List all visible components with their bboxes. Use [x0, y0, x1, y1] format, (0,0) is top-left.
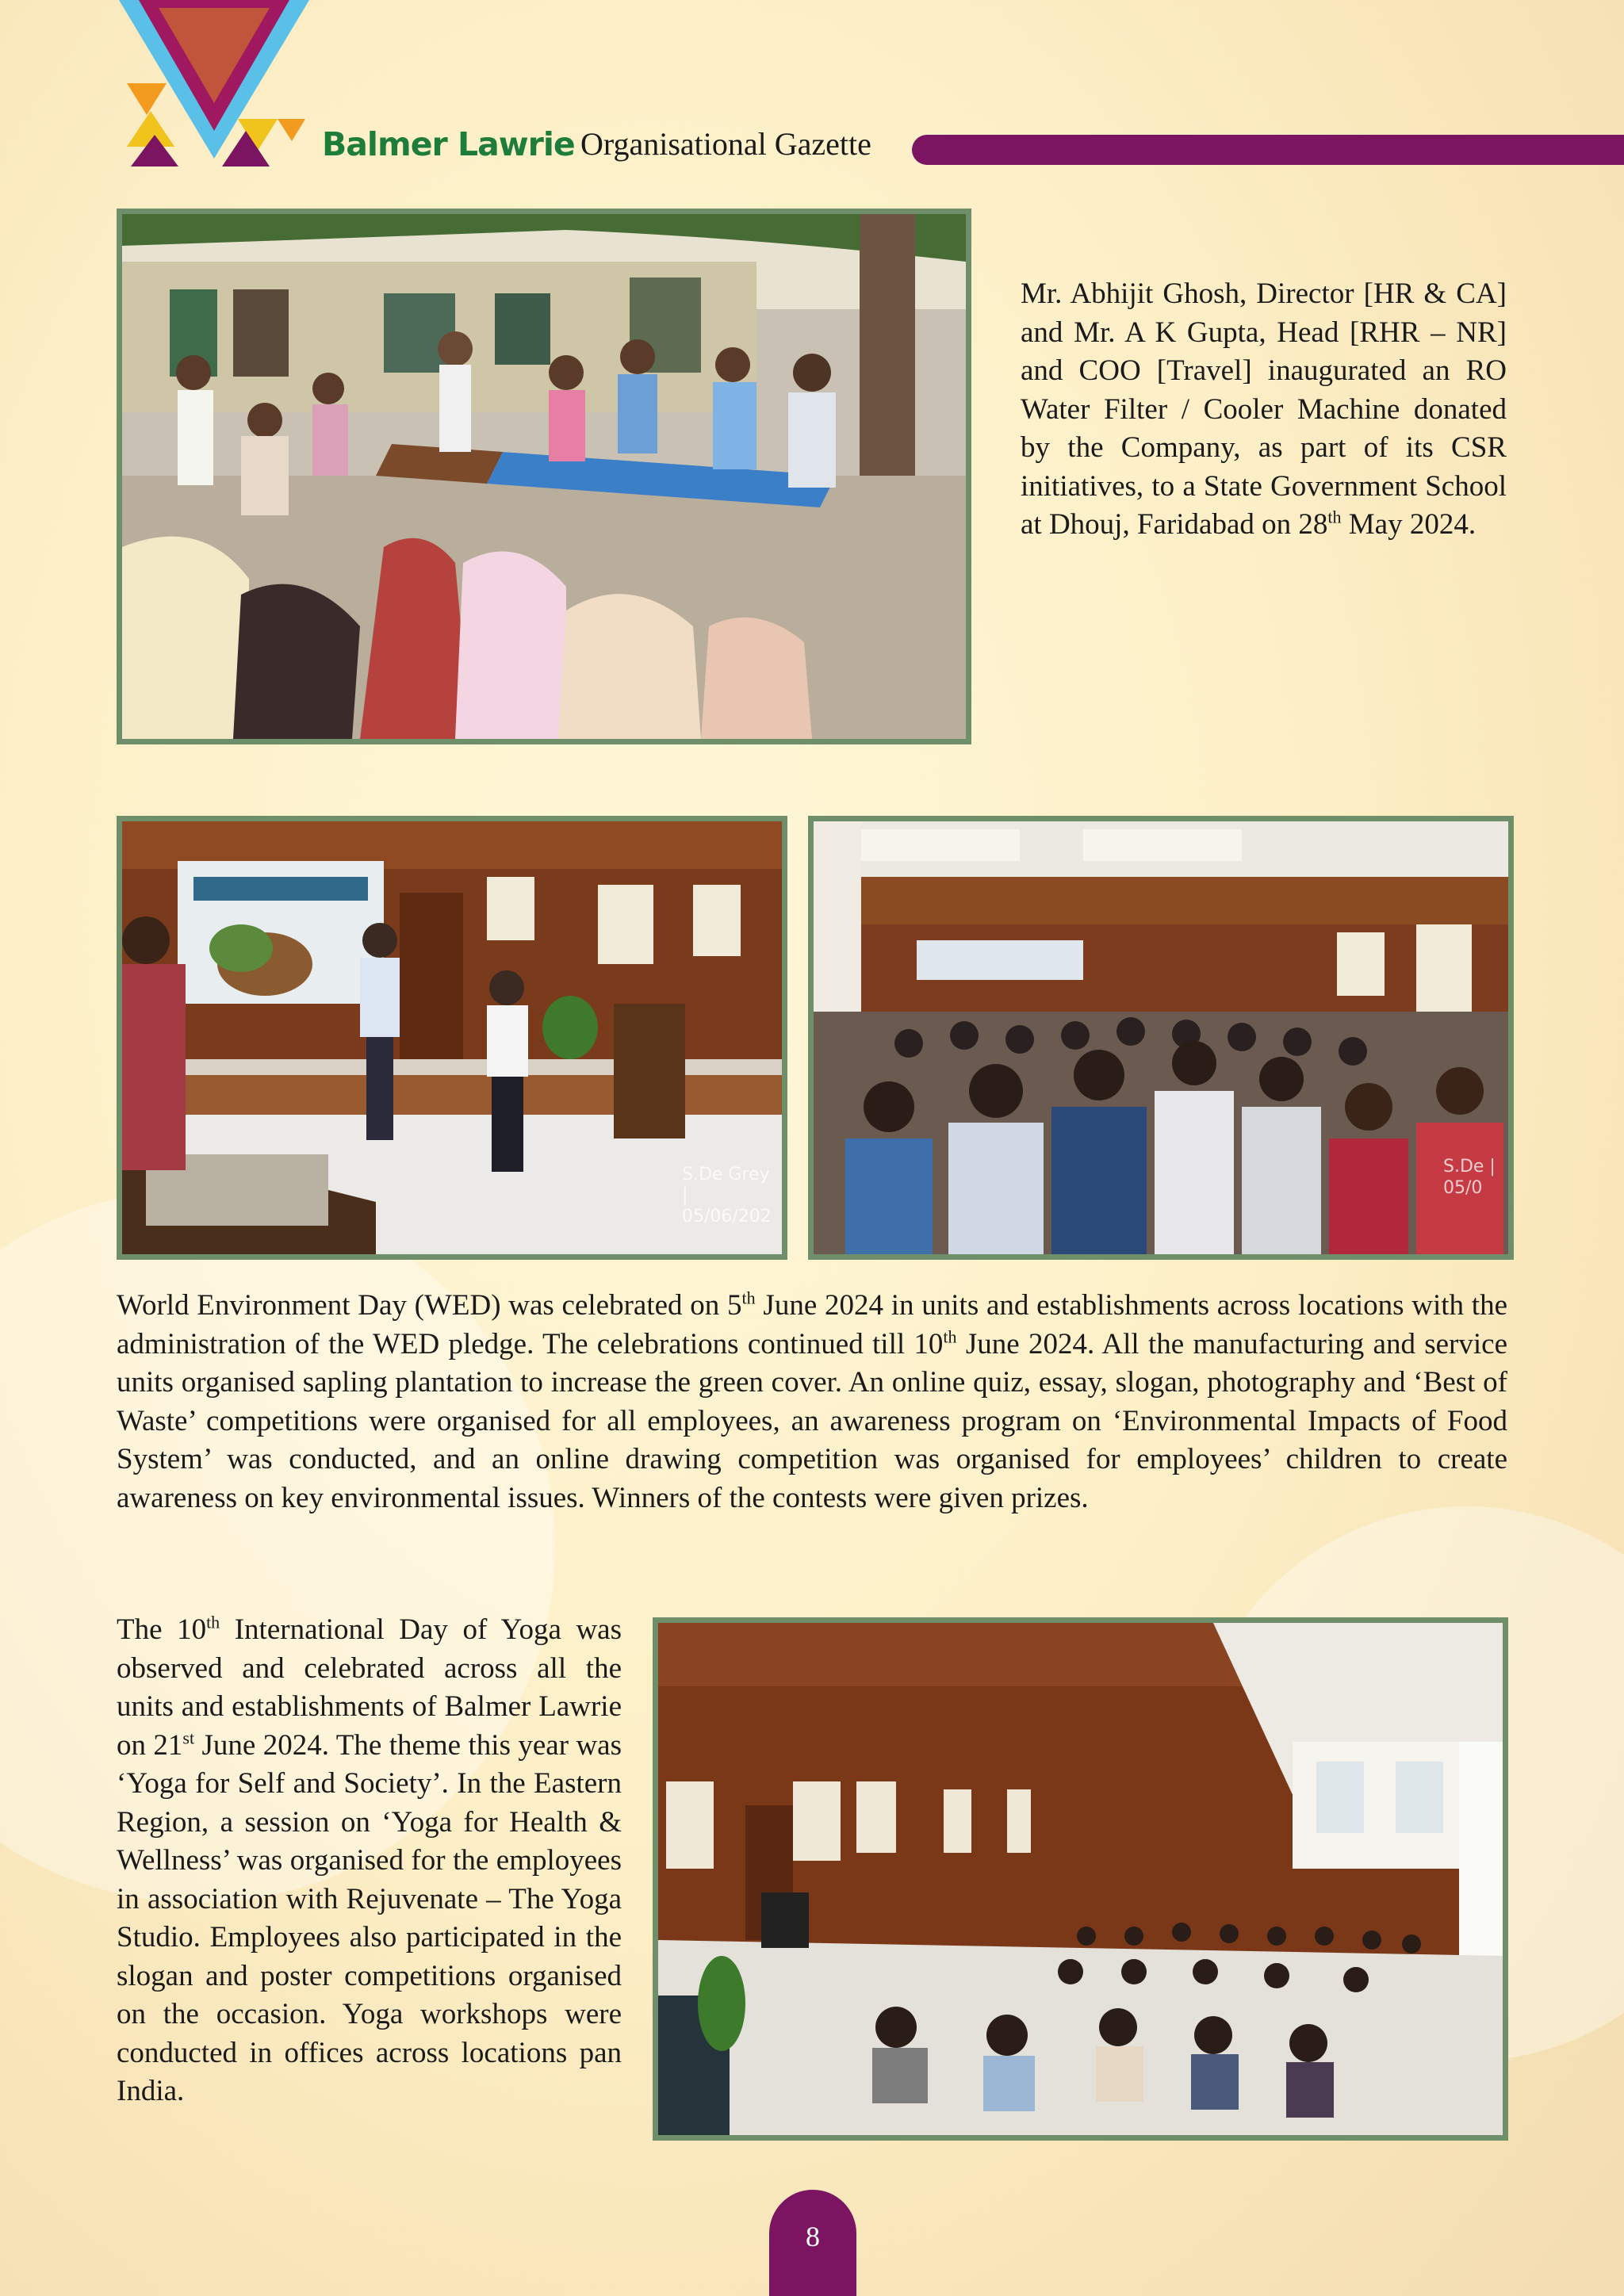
ordinal-suffix: th — [1327, 507, 1342, 527]
photo-wed-gathering — [808, 816, 1514, 1260]
photo-yoga-session — [653, 1617, 1508, 2141]
header-bar — [912, 135, 1624, 165]
wed-text: June 2024 in units and establishments across locations with the administration of the WED pledge. The celebrations continued till 10 — [117, 1289, 1508, 1360]
yoga-paragraph — [117, 1611, 622, 2111]
ordinal-suffix: th — [206, 1612, 220, 1632]
wed-text: June 2024. All the manufacturing and service units organised sapling plantation to increase the green cover. An online quiz, essay, slogan, photography and ‘Best of Waste’ competitions were organised for all employees, an awareness program on ‘Environmental Impacts of Food System’ was conducted, and an online drawing competition was organised for employees’ children to create awareness on key environmental issues. Winners of the contests were given prizes. — [117, 1327, 1507, 1514]
photo-watermark: S.De Grey | 05/06/202 — [682, 1164, 772, 1226]
photo-wed-speakers — [117, 816, 787, 1260]
publication-title: Organisational Gazette — [580, 126, 871, 162]
csr-text: Mr. Abhijit Ghosh, Director [HR & CA] and Mr. A K Gupta, Head [RHR – NR] and COO [Travel] inaugurated an RO Water Filter / Cooler Machine donated by the Company, as part of its CSR initiatives, to a State Government School at Dhouj, Faridabad on 28 — [1021, 277, 1507, 541]
yoga-text: International Day of Yoga was observed and celebrated across all the units and establishments of Balmer Lawrie on 21 — [117, 1613, 622, 1762]
page-number: 8 — [806, 2221, 820, 2252]
yoga-text: The 10 — [117, 1613, 207, 1646]
ordinal-suffix: th — [943, 1326, 957, 1347]
logo-triangles-icon — [111, 0, 317, 170]
wed-text: World Environment Day (WED) was celebrated on 5 — [117, 1289, 742, 1322]
csr-text-end: May 2024. — [1341, 508, 1477, 541]
csr-paragraph — [1021, 275, 1507, 545]
yoga-text: June 2024. The theme this year was ‘Yoga for Self and Society’. In the Eastern Region, a session on ‘Yoga for Health & Wellness’ was organised for the employees in association with Rejuvenate – The Yoga Studio. Employees also participated in the slogan and poster competitions organised on the occasion. Yoga workshops were conducted in offices across locations pan India. — [117, 1728, 622, 2107]
brand-logo-text: Balmer Lawrie — [322, 125, 575, 163]
photo-csr-inauguration — [117, 209, 971, 744]
ordinal-suffix: th — [741, 1288, 756, 1308]
wed-paragraph — [117, 1287, 1507, 1517]
ordinal-suffix: st — [182, 1728, 195, 1748]
photo-watermark: S.De | 05/0 — [1443, 1157, 1496, 1198]
